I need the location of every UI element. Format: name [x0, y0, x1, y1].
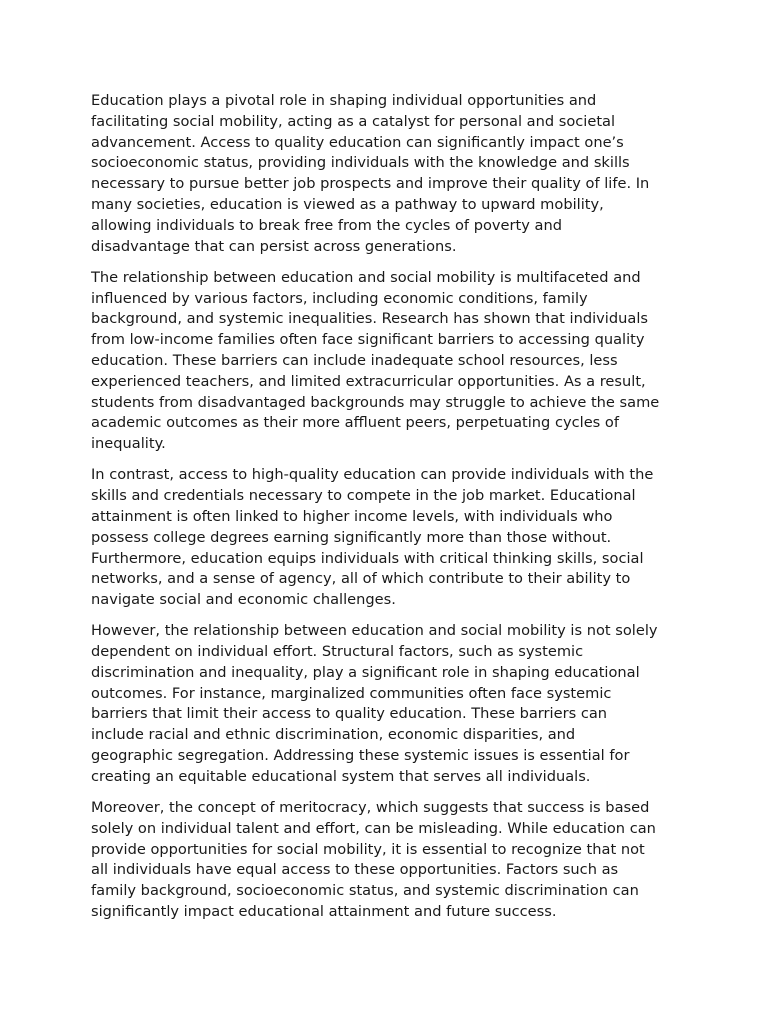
text-line: academic outcomes as their more affluent peers, perpetuating cycles of [91, 414, 619, 432]
text-line: allowing individuals to break free from the cycles of poverty and [91, 216, 562, 234]
text-line: navigate social and economic challenges. [91, 591, 396, 609]
text-line: provide opportunities for social mobility, it is essential to recognize that not [91, 840, 645, 858]
text-line: experienced teachers, and limited extracurricular opportunities. As a result, [91, 372, 646, 390]
document-body [91, 91, 689, 933]
text-line: family background, socioeconomic status, and systemic discrimination can [91, 882, 639, 900]
text-line: skills and credentials necessary to compete in the job market. Educational [91, 487, 636, 505]
text-line: attainment is often linked to higher income levels, with individuals who [91, 507, 613, 525]
text-line: all individuals have equal access to these opportunities. Factors such as [91, 861, 619, 879]
text-line: Moreover, the concept of meritocracy, which suggests that success is based [91, 799, 650, 817]
text-line: inequality. [91, 435, 166, 453]
text-line: significantly impact educational attainment and future success. [91, 903, 557, 921]
text-line: However, the relationship between education and social mobility is not solely [91, 622, 658, 640]
text-line: Education plays a pivotal role in shaping individual opportunities and [91, 92, 597, 109]
text-line: dependent on individual effort. Structural factors, such as systemic [91, 643, 584, 661]
text-line: discrimination and inequality, play a significant role in shaping educational [91, 663, 640, 681]
paragraph-1 [91, 91, 689, 257]
text-line: facilitating social mobility, acting as a catalyst for personal and societal [91, 112, 616, 130]
text-line: students from disadvantaged backgrounds may struggle to achieve the same [91, 393, 660, 411]
text-line: possess college degrees earning significantly more than those without. [91, 528, 612, 546]
text-line: Furthermore, education equips individuals with critical thinking skills, social [91, 549, 644, 567]
paragraph-4 [91, 621, 689, 787]
text-line: necessary to pursue better job prospects and improve their quality of life. In [91, 175, 650, 193]
text-line: geographic segregation. Addressing these systemic issues is essential for [91, 747, 630, 765]
text-line: The relationship between education and social mobility is multifaceted and [91, 268, 641, 286]
text-line: In contrast, access to high-quality education can provide individuals with the [91, 466, 654, 484]
text-line: many societies, education is viewed as a pathway to upward mobility, [91, 195, 604, 213]
text-line: background, and systemic inequalities. Research has shown that individuals [91, 310, 648, 328]
text-line: barriers that limit their access to quality education. These barriers can [91, 705, 608, 723]
paragraph-5 [91, 798, 689, 923]
text-line: education. These barriers can include inadequate school resources, less [91, 351, 618, 369]
text-line: advancement. Access to quality education can significantly impact one’s [91, 133, 624, 151]
text-line: solely on individual talent and effort, can be misleading. While education can [91, 819, 656, 837]
paragraph-3 [91, 465, 689, 611]
paragraph-2 [91, 268, 689, 455]
text-line: include racial and ethnic discrimination, economic disparities, and [91, 726, 576, 744]
text-line: creating an equitable educational system that serves all individuals. [91, 767, 591, 785]
text-line: outcomes. For instance, marginalized communities often face systemic [91, 684, 612, 702]
text-line: influenced by various factors, including economic conditions, family [91, 289, 588, 307]
text-line: disadvantage that can persist across generations. [91, 237, 457, 255]
text-line: socioeconomic status, providing individuals with the knowledge and skills [91, 154, 630, 172]
text-line: from low-income families often face significant barriers to accessing quality [91, 331, 645, 349]
text-line: networks, and a sense of agency, all of which contribute to their ability to [91, 570, 631, 588]
